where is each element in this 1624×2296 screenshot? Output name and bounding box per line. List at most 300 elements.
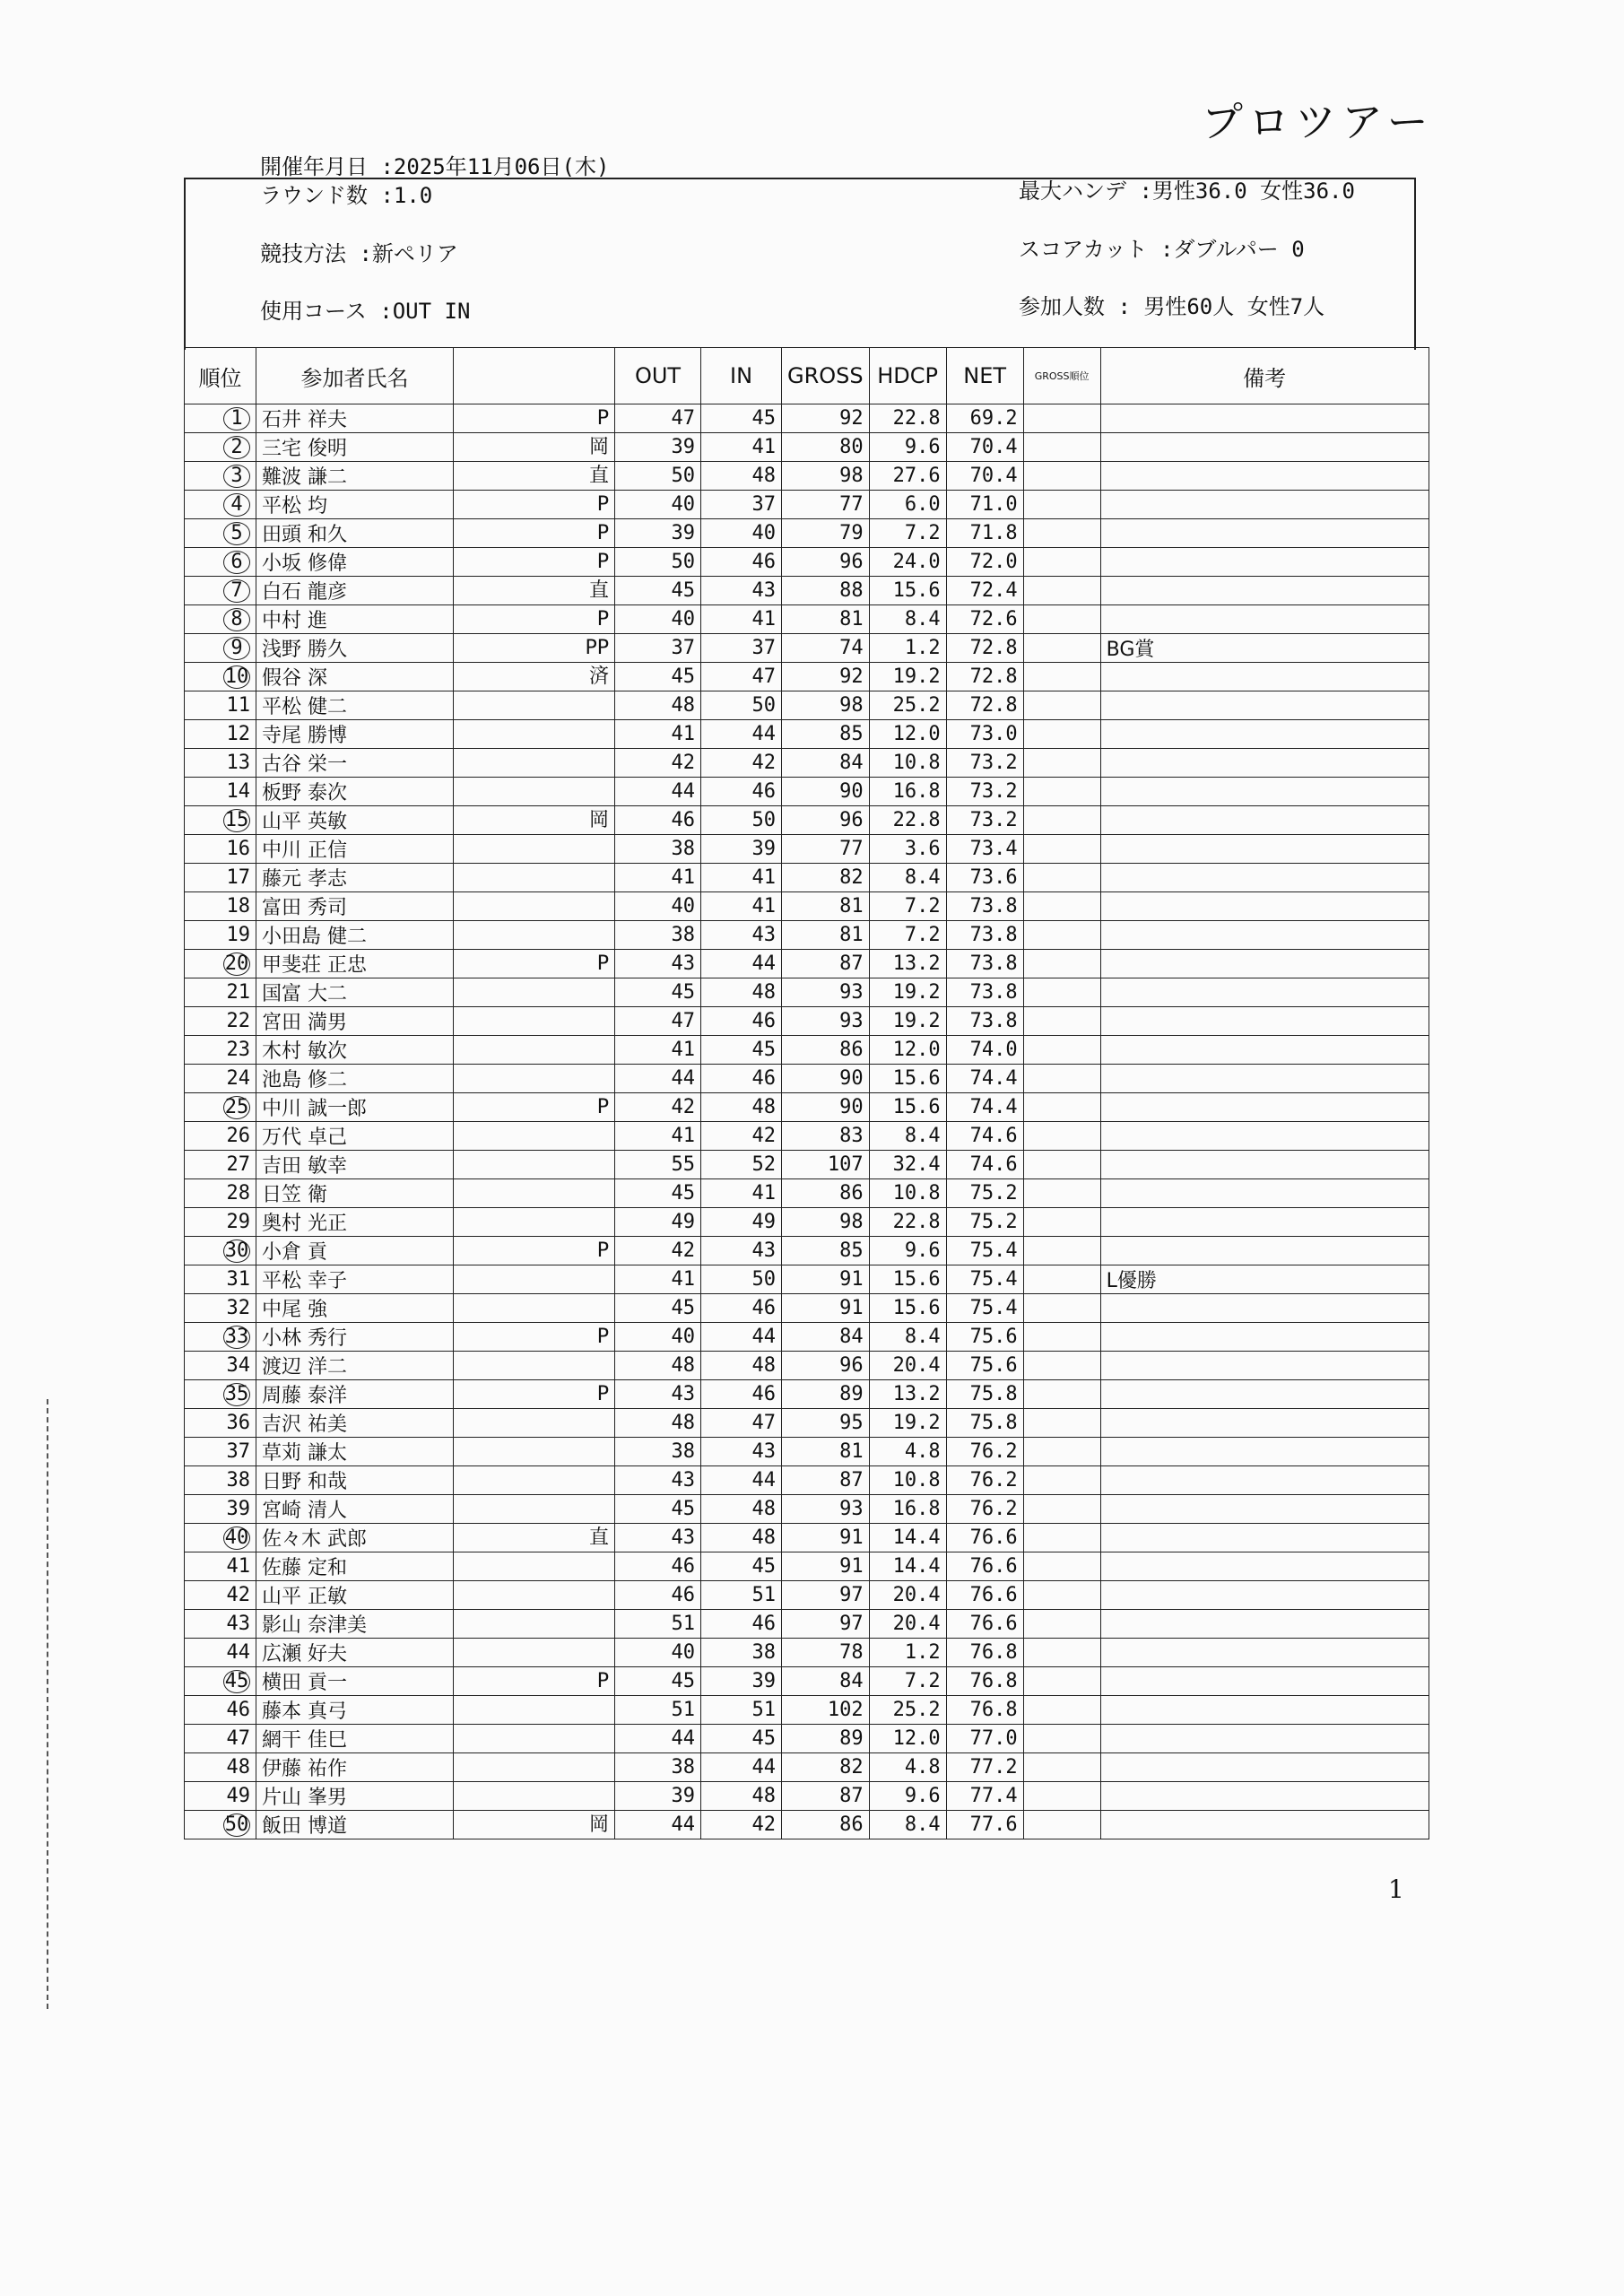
out-score: 46 [615, 806, 701, 835]
note-cell [1100, 1725, 1429, 1753]
net-score: 72.8 [946, 691, 1023, 720]
player-name: 寺尾 勝博 [256, 720, 454, 749]
col-in: IN [701, 348, 782, 404]
out-score: 47 [615, 1007, 701, 1036]
in-score: 46 [701, 548, 782, 577]
gross-rank-cell [1023, 1208, 1100, 1237]
gross-rank-cell [1023, 1524, 1100, 1552]
in-score: 52 [701, 1151, 782, 1179]
player-name: 中尾 強 [256, 1294, 454, 1323]
round-count: ラウンド数 :1.0 [260, 183, 433, 208]
out-score: 38 [615, 1438, 701, 1466]
out-score: 44 [615, 1811, 701, 1839]
in-score: 42 [701, 1122, 782, 1151]
score-cut: スコアカット :ダブルパー 0 [1019, 237, 1305, 262]
gross-score: 82 [782, 864, 870, 892]
gross-score: 85 [782, 720, 870, 749]
handicap: 8.4 [869, 1323, 946, 1352]
gross-score: 91 [782, 1524, 870, 1552]
net-score: 73.8 [946, 921, 1023, 950]
gross-rank-cell [1023, 1725, 1100, 1753]
out-score: 44 [615, 1065, 701, 1093]
gross-score: 78 [782, 1639, 870, 1667]
stamp-mark [454, 720, 615, 749]
gross-rank-cell [1023, 835, 1100, 864]
in-score: 43 [701, 921, 782, 950]
table-row [185, 950, 1429, 978]
note-cell [1100, 1667, 1429, 1696]
stamp-mark: 岡 [454, 806, 615, 835]
stamp-mark: PP [454, 634, 615, 663]
net-score: 76.2 [946, 1466, 1023, 1495]
rank-cell: 38 [185, 1466, 256, 1495]
handicap: 3.6 [869, 835, 946, 864]
note-cell [1100, 921, 1429, 950]
table-row [185, 778, 1429, 806]
in-score: 47 [701, 663, 782, 691]
out-score: 55 [615, 1151, 701, 1179]
handicap: 27.6 [869, 462, 946, 491]
table-row [185, 1610, 1429, 1639]
rank-cell: 28 [185, 1179, 256, 1208]
gross-score: 87 [782, 950, 870, 978]
rank-cell: 49 [185, 1782, 256, 1811]
col-gross-rank: GROSS順位 [1023, 348, 1100, 404]
player-name: 宮崎 清人 [256, 1495, 454, 1524]
gross-score: 90 [782, 1065, 870, 1093]
note-cell [1100, 1323, 1429, 1352]
circled-rank: 40 [224, 1526, 249, 1549]
player-name: 平松 均 [256, 491, 454, 519]
out-score: 42 [615, 1093, 701, 1122]
handicap: 7.2 [869, 1667, 946, 1696]
circled-rank: 50 [224, 1813, 249, 1836]
gross-score: 77 [782, 491, 870, 519]
out-score: 40 [615, 1323, 701, 1352]
gross-score: 88 [782, 577, 870, 605]
table-row [185, 404, 1429, 433]
net-score: 73.8 [946, 892, 1023, 921]
gross-score: 81 [782, 1438, 870, 1466]
stamp-mark: P [454, 1093, 615, 1122]
out-score: 48 [615, 1352, 701, 1380]
participant-count: 参加人数 : 男性60人 女性7人 [1019, 294, 1325, 319]
out-score: 41 [615, 1036, 701, 1065]
gross-rank-cell [1023, 663, 1100, 691]
note-cell [1100, 1380, 1429, 1409]
net-score: 73.2 [946, 778, 1023, 806]
handicap: 8.4 [869, 605, 946, 634]
note-cell: BG賞 [1100, 634, 1429, 663]
table-row [185, 1352, 1429, 1380]
gross-rank-cell [1023, 1265, 1100, 1294]
out-score: 45 [615, 1495, 701, 1524]
gross-score: 81 [782, 921, 870, 950]
gross-score: 102 [782, 1696, 870, 1725]
player-name: 古谷 栄一 [256, 749, 454, 778]
gross-rank-cell [1023, 1438, 1100, 1466]
net-score: 74.6 [946, 1151, 1023, 1179]
stamp-mark [454, 749, 615, 778]
gross-rank-cell [1023, 749, 1100, 778]
table-row [185, 835, 1429, 864]
in-score: 48 [701, 1524, 782, 1552]
stamp-mark [454, 1122, 615, 1151]
note-cell [1100, 1782, 1429, 1811]
circled-rank: 10 [224, 665, 249, 688]
in-score: 48 [701, 1782, 782, 1811]
col-gross: GROSS [782, 348, 870, 404]
stamp-mark: P [454, 1237, 615, 1265]
gross-rank-cell [1023, 1093, 1100, 1122]
in-score: 40 [701, 519, 782, 548]
gross-rank-cell [1023, 519, 1100, 548]
handicap: 22.8 [869, 404, 946, 433]
handicap: 7.2 [869, 921, 946, 950]
handicap: 20.4 [869, 1610, 946, 1639]
gross-score: 98 [782, 462, 870, 491]
out-score: 43 [615, 1380, 701, 1409]
rank-cell: 32 [185, 1294, 256, 1323]
gross-rank-cell [1023, 577, 1100, 605]
rank-cell: 23 [185, 1036, 256, 1065]
player-name: 平松 幸子 [256, 1265, 454, 1294]
net-score: 72.8 [946, 663, 1023, 691]
handicap: 15.6 [869, 577, 946, 605]
rank-cell [185, 519, 256, 548]
net-score: 74.4 [946, 1093, 1023, 1122]
handicap: 9.6 [869, 1237, 946, 1265]
in-score: 41 [701, 864, 782, 892]
in-score: 46 [701, 778, 782, 806]
net-score: 73.6 [946, 864, 1023, 892]
net-score: 75.4 [946, 1265, 1023, 1294]
out-score: 48 [615, 1409, 701, 1438]
net-score: 76.6 [946, 1610, 1023, 1639]
note-cell [1100, 950, 1429, 978]
rank-cell: 18 [185, 892, 256, 921]
note-cell [1100, 404, 1429, 433]
note-cell [1100, 835, 1429, 864]
player-name: 吉沢 祐美 [256, 1409, 454, 1438]
in-score: 37 [701, 491, 782, 519]
player-name: 小坂 修偉 [256, 548, 454, 577]
note-cell [1100, 978, 1429, 1007]
note-cell [1100, 1811, 1429, 1839]
out-score: 39 [615, 433, 701, 462]
stamp-mark [454, 1294, 615, 1323]
in-score: 46 [701, 1065, 782, 1093]
stamp-mark: P [454, 491, 615, 519]
stamp-mark [454, 1552, 615, 1581]
col-net: NET [946, 348, 1023, 404]
gross-rank-cell [1023, 1409, 1100, 1438]
circled-rank: 30 [224, 1239, 249, 1262]
net-score: 73.4 [946, 835, 1023, 864]
net-score: 72.6 [946, 605, 1023, 634]
gross-score: 93 [782, 978, 870, 1007]
gross-rank-cell [1023, 462, 1100, 491]
note-cell [1100, 1179, 1429, 1208]
handicap: 8.4 [869, 1122, 946, 1151]
gross-score: 77 [782, 835, 870, 864]
gross-rank-cell [1023, 691, 1100, 720]
gross-rank-cell [1023, 634, 1100, 663]
handicap: 13.2 [869, 1380, 946, 1409]
event-date: 開催年月日 :2025年11月06日(木) [260, 154, 610, 179]
player-name: 伊藤 祐作 [256, 1753, 454, 1782]
note-cell [1100, 749, 1429, 778]
note-cell [1100, 806, 1429, 835]
table-row [185, 1380, 1429, 1409]
note-cell [1100, 663, 1429, 691]
competition-method: 競技方法 :新ペリア [260, 241, 458, 266]
handicap: 32.4 [869, 1151, 946, 1179]
in-score: 48 [701, 1352, 782, 1380]
circled-rank: 9 [223, 637, 250, 660]
table-row [185, 1552, 1429, 1581]
in-score: 50 [701, 806, 782, 835]
note-cell [1100, 605, 1429, 634]
player-name: 藤本 真弓 [256, 1696, 454, 1725]
player-name: 周藤 泰洋 [256, 1380, 454, 1409]
rank-cell: 11 [185, 691, 256, 720]
in-score: 49 [701, 1208, 782, 1237]
player-name: 中川 誠一郎 [256, 1093, 454, 1122]
circled-rank: 7 [223, 579, 250, 603]
table-row [185, 519, 1429, 548]
net-score: 73.2 [946, 806, 1023, 835]
note-cell [1100, 1036, 1429, 1065]
rank-cell: 16 [185, 835, 256, 864]
net-score: 76.6 [946, 1524, 1023, 1552]
in-score: 51 [701, 1696, 782, 1725]
out-score: 48 [615, 691, 701, 720]
gross-score: 107 [782, 1151, 870, 1179]
out-score: 45 [615, 577, 701, 605]
table-row [185, 634, 1429, 663]
in-score: 45 [701, 404, 782, 433]
stamp-mark: P [454, 1380, 615, 1409]
stamp-mark [454, 1438, 615, 1466]
player-name: 佐々木 武郎 [256, 1524, 454, 1552]
gross-rank-cell [1023, 1667, 1100, 1696]
handicap: 9.6 [869, 1782, 946, 1811]
gross-score: 86 [782, 1179, 870, 1208]
handicap: 25.2 [869, 1696, 946, 1725]
in-score: 45 [701, 1552, 782, 1581]
table-header [185, 348, 1429, 404]
gross-rank-cell [1023, 1782, 1100, 1811]
table-row [185, 1237, 1429, 1265]
out-score: 40 [615, 605, 701, 634]
gross-score: 95 [782, 1409, 870, 1438]
in-score: 46 [701, 1610, 782, 1639]
note-cell [1100, 462, 1429, 491]
handicap: 10.8 [869, 1179, 946, 1208]
out-score: 49 [615, 1208, 701, 1237]
rank-cell [185, 433, 256, 462]
circled-rank: 8 [223, 608, 250, 631]
note-cell [1100, 720, 1429, 749]
player-name: 富田 秀司 [256, 892, 454, 921]
in-score: 48 [701, 462, 782, 491]
gross-score: 91 [782, 1294, 870, 1323]
gross-rank-cell [1023, 720, 1100, 749]
net-score: 73.8 [946, 950, 1023, 978]
rank-cell: 46 [185, 1696, 256, 1725]
in-score: 50 [701, 691, 782, 720]
note-cell [1100, 1581, 1429, 1610]
table-row [185, 1265, 1429, 1294]
gross-score: 98 [782, 1208, 870, 1237]
table-row [185, 1581, 1429, 1610]
gross-rank-cell [1023, 921, 1100, 950]
table-row [185, 663, 1429, 691]
note-cell [1100, 1753, 1429, 1782]
document-title: プロツアー [1202, 98, 1434, 146]
player-name: 飯田 博道 [256, 1811, 454, 1839]
rank-cell: 34 [185, 1352, 256, 1380]
handicap: 19.2 [869, 663, 946, 691]
player-name: 田頭 和久 [256, 519, 454, 548]
gross-rank-cell [1023, 548, 1100, 577]
note-cell [1100, 1466, 1429, 1495]
handicap: 12.0 [869, 720, 946, 749]
out-score: 41 [615, 864, 701, 892]
table-row [185, 892, 1429, 921]
out-score: 40 [615, 892, 701, 921]
gross-rank-cell [1023, 1065, 1100, 1093]
gross-score: 97 [782, 1610, 870, 1639]
handicap: 14.4 [869, 1552, 946, 1581]
player-name: 小倉 貢 [256, 1237, 454, 1265]
stamp-mark [454, 1007, 615, 1036]
player-name: 白石 龍彦 [256, 577, 454, 605]
net-score: 69.2 [946, 404, 1023, 433]
in-score: 45 [701, 1036, 782, 1065]
gross-score: 90 [782, 778, 870, 806]
net-score: 77.2 [946, 1753, 1023, 1782]
table-row [185, 1466, 1429, 1495]
table-row [185, 1495, 1429, 1524]
in-score: 46 [701, 1380, 782, 1409]
handicap: 12.0 [869, 1036, 946, 1065]
out-score: 45 [615, 1294, 701, 1323]
table-row [185, 864, 1429, 892]
player-name: 宮田 満男 [256, 1007, 454, 1036]
player-name: 草苅 謙太 [256, 1438, 454, 1466]
col-rank: 順位 [185, 348, 256, 404]
net-score: 75.8 [946, 1409, 1023, 1438]
out-score: 50 [615, 462, 701, 491]
handicap: 1.2 [869, 1639, 946, 1667]
handicap: 22.8 [869, 1208, 946, 1237]
in-score: 44 [701, 1466, 782, 1495]
out-score: 42 [615, 1237, 701, 1265]
gross-rank-cell [1023, 978, 1100, 1007]
note-cell [1100, 1151, 1429, 1179]
gross-score: 82 [782, 1753, 870, 1782]
note-cell [1100, 1495, 1429, 1524]
note-cell [1100, 1093, 1429, 1122]
table-row [185, 433, 1429, 462]
in-score: 44 [701, 1323, 782, 1352]
handicap: 7.2 [869, 892, 946, 921]
handicap: 20.4 [869, 1352, 946, 1380]
gross-score: 96 [782, 548, 870, 577]
out-score: 40 [615, 1639, 701, 1667]
out-score: 43 [615, 1524, 701, 1552]
rank-cell [185, 462, 256, 491]
stamp-mark [454, 1753, 615, 1782]
stamp-mark [454, 1782, 615, 1811]
gross-rank-cell [1023, 950, 1100, 978]
out-score: 45 [615, 1667, 701, 1696]
table-row [185, 691, 1429, 720]
player-name: 假谷 深 [256, 663, 454, 691]
note-cell [1100, 1409, 1429, 1438]
stamp-mark: 直 [454, 462, 615, 491]
rank-cell [185, 577, 256, 605]
circled-rank: 15 [224, 808, 249, 831]
player-name: 池島 修二 [256, 1065, 454, 1093]
in-score: 39 [701, 835, 782, 864]
stamp-mark: 直 [454, 1524, 615, 1552]
gross-rank-cell [1023, 1552, 1100, 1581]
player-name: 日笠 衛 [256, 1179, 454, 1208]
gross-score: 93 [782, 1495, 870, 1524]
table-row [185, 1811, 1429, 1839]
net-score: 72.0 [946, 548, 1023, 577]
stamp-mark: 済 [454, 663, 615, 691]
rank-cell [185, 1811, 256, 1839]
stamp-mark [454, 1265, 615, 1294]
handicap: 6.0 [869, 491, 946, 519]
player-name: 藤元 孝志 [256, 864, 454, 892]
gross-score: 79 [782, 519, 870, 548]
table-row [185, 1151, 1429, 1179]
stamp-mark: P [454, 548, 615, 577]
rank-cell: 13 [185, 749, 256, 778]
in-score: 46 [701, 1294, 782, 1323]
gross-score: 86 [782, 1036, 870, 1065]
gross-rank-cell [1023, 892, 1100, 921]
stamp-mark: P [454, 519, 615, 548]
player-name: 中川 正信 [256, 835, 454, 864]
rank-cell: 47 [185, 1725, 256, 1753]
rank-cell: 31 [185, 1265, 256, 1294]
player-name: 中村 進 [256, 605, 454, 634]
rank-cell: 17 [185, 864, 256, 892]
note-cell [1100, 691, 1429, 720]
rank-cell: 37 [185, 1438, 256, 1466]
gross-score: 87 [782, 1782, 870, 1811]
out-score: 51 [615, 1696, 701, 1725]
gross-score: 74 [782, 634, 870, 663]
net-score: 75.8 [946, 1380, 1023, 1409]
rank-cell [185, 806, 256, 835]
net-score: 70.4 [946, 462, 1023, 491]
table-row [185, 921, 1429, 950]
out-score: 46 [615, 1552, 701, 1581]
scan-edge-line [47, 1399, 50, 2009]
net-score: 74.6 [946, 1122, 1023, 1151]
in-score: 38 [701, 1639, 782, 1667]
rank-cell [185, 605, 256, 634]
stamp-mark [454, 892, 615, 921]
circled-rank: 2 [223, 436, 250, 459]
